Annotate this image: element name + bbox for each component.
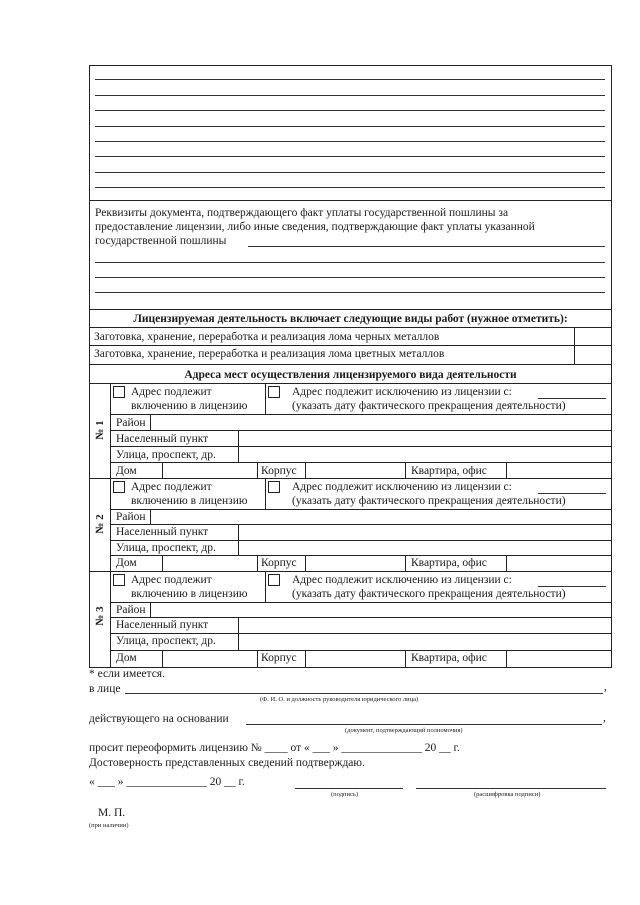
street-label: Улица, проспект, др. xyxy=(116,449,216,461)
address-exclude-date-field[interactable] xyxy=(538,493,606,494)
apartment-field[interactable] xyxy=(507,463,611,478)
apartment-label: Квартира, офис xyxy=(411,465,487,477)
street-field[interactable] xyxy=(239,634,611,650)
settlement-field[interactable] xyxy=(239,525,611,540)
person-field[interactable] xyxy=(125,693,603,694)
payment-line[interactable] xyxy=(95,262,605,263)
apartment-label: Квартира, офис xyxy=(411,652,487,664)
address-include-label: Адрес подлежит xyxy=(131,574,212,586)
address-exclude-hint: (указать дату фактического прекращения деятельности) xyxy=(292,495,566,507)
building-label: Корпус xyxy=(261,557,297,569)
notes-line[interactable] xyxy=(95,110,605,111)
footnote: * если имеется. xyxy=(89,668,165,680)
settlement-label: Населенный пункт xyxy=(116,619,209,631)
signature-field[interactable] xyxy=(295,788,403,789)
notes-box xyxy=(89,65,612,201)
building-field[interactable] xyxy=(306,463,405,478)
building-label: Корпус xyxy=(261,652,297,664)
stamp-hint: (при наличии) xyxy=(89,822,129,829)
address-block-number: № 3 xyxy=(94,606,106,626)
building-field[interactable] xyxy=(306,651,405,667)
district-field[interactable] xyxy=(151,415,611,430)
building-label: Корпус xyxy=(261,465,297,477)
notes-line[interactable] xyxy=(95,156,605,157)
district-label: Район xyxy=(116,511,146,523)
notes-line[interactable] xyxy=(95,172,605,173)
house-field[interactable] xyxy=(163,651,257,667)
apartment-field[interactable] xyxy=(507,556,611,571)
house-label: Дом xyxy=(116,652,137,664)
street-label: Улица, проспект, др. xyxy=(116,542,216,554)
activity-ferrous: Заготовка, хранение, переработка и реализация лома черных металлов xyxy=(94,331,440,343)
apartment-label: Квартира, офис xyxy=(411,557,487,569)
comma: , xyxy=(604,681,607,693)
district-label: Район xyxy=(116,604,146,616)
address-include-label: включению в лицензию xyxy=(131,588,248,600)
activity-nonferrous: Заготовка, хранение, переработка и реализация лома цветных металлов xyxy=(94,348,445,360)
address-include-label: Адрес подлежит xyxy=(131,481,212,493)
payment-text-line2: предоставление лицензии, либо иные сведения, подтверждающие факт уплаты указанной xyxy=(95,221,535,233)
address-include-checkbox[interactable] xyxy=(113,574,125,586)
district-field[interactable] xyxy=(151,510,611,524)
address-exclude-date-field[interactable] xyxy=(538,586,606,587)
address-exclude-checkbox[interactable] xyxy=(268,386,280,398)
comma: , xyxy=(603,712,606,724)
person-label: в лице xyxy=(89,683,121,695)
confirm-text: Достоверность представленных сведений подтверждаю. xyxy=(89,757,365,769)
sign-date[interactable]: « ___ » ______________ 20 __ г. xyxy=(89,776,245,788)
notes-line[interactable] xyxy=(95,95,605,96)
notes-line[interactable] xyxy=(95,126,605,127)
address-block-number: № 2 xyxy=(94,514,106,534)
street-label: Улица, проспект, др. xyxy=(116,635,216,647)
street-field[interactable] xyxy=(239,541,611,555)
notes-line[interactable] xyxy=(95,141,605,142)
settlement-field[interactable] xyxy=(239,431,611,446)
payment-text-line1: Реквизиты документа, подтверждающего факт уплаты государственной пошлины за xyxy=(95,207,509,219)
district-field[interactable] xyxy=(151,603,611,617)
street-field[interactable] xyxy=(239,447,611,462)
address-exclude-checkbox[interactable] xyxy=(268,574,280,586)
address-exclude-label: Адрес подлежит исключению из лицензии с: xyxy=(292,574,512,586)
payment-line[interactable] xyxy=(95,277,605,278)
settlement-label: Населенный пункт xyxy=(116,433,209,445)
payment-text-line3: государственной пошлины xyxy=(95,235,227,247)
address-exclude-label: Адрес подлежит исключению из лицензии с: xyxy=(292,386,512,398)
address-include-checkbox[interactable] xyxy=(113,481,125,493)
activity-ferrous-checkbox[interactable] xyxy=(575,328,611,345)
address-include-label: включению в лицензию xyxy=(131,495,248,507)
building-field[interactable] xyxy=(306,556,405,571)
signature-hint: (подпись) xyxy=(331,791,358,798)
basis-label: действующего на основании xyxy=(89,713,229,725)
address-include-label: включению в лицензию xyxy=(131,400,248,412)
addresses-header: Адреса мест осуществления лицензируемого вида деятельности xyxy=(184,369,517,381)
activity-nonferrous-checkbox[interactable] xyxy=(575,346,611,363)
basis-hint: (документ, подтверждающий полномочия) xyxy=(345,727,463,734)
house-field[interactable] xyxy=(163,556,257,571)
settlement-label: Населенный пункт xyxy=(116,526,209,538)
notes-line[interactable] xyxy=(95,187,605,188)
address-exclude-hint: (указать дату фактического прекращения деятельности) xyxy=(292,588,566,600)
address-exclude-date-field[interactable] xyxy=(538,398,606,399)
address-block-number: № 1 xyxy=(94,420,106,440)
request-text: просит переоформить лицензию № ____ от « ___ » ______________ 20 __ г. xyxy=(89,742,460,754)
stamp-label: М. П. xyxy=(98,807,126,819)
address-include-label: Адрес подлежит xyxy=(131,386,212,398)
payment-field[interactable] xyxy=(248,246,605,247)
address-include-checkbox[interactable] xyxy=(113,386,125,398)
settlement-field[interactable] xyxy=(239,618,611,633)
house-label: Дом xyxy=(116,557,137,569)
apartment-field[interactable] xyxy=(507,651,611,667)
address-exclude-checkbox[interactable] xyxy=(268,481,280,493)
notes-line[interactable] xyxy=(95,79,605,80)
payment-line[interactable] xyxy=(95,292,605,293)
activities-header: Лицензируемая деятельность включает следующие виды работ (нужное отметить): xyxy=(133,313,568,325)
person-hint: (Ф. И. О. и должность руководителя юридического лица) xyxy=(260,696,419,703)
basis-field[interactable] xyxy=(246,724,602,725)
signature-name-hint: (расшифровка подписи) xyxy=(474,791,541,798)
district-label: Район xyxy=(116,417,146,429)
address-exclude-label: Адрес подлежит исключению из лицензии с: xyxy=(292,481,512,493)
signature-name-field[interactable] xyxy=(416,788,606,789)
house-label: Дом xyxy=(116,465,137,477)
house-field[interactable] xyxy=(163,463,257,478)
address-exclude-hint: (указать дату фактического прекращения деятельности) xyxy=(292,400,566,412)
